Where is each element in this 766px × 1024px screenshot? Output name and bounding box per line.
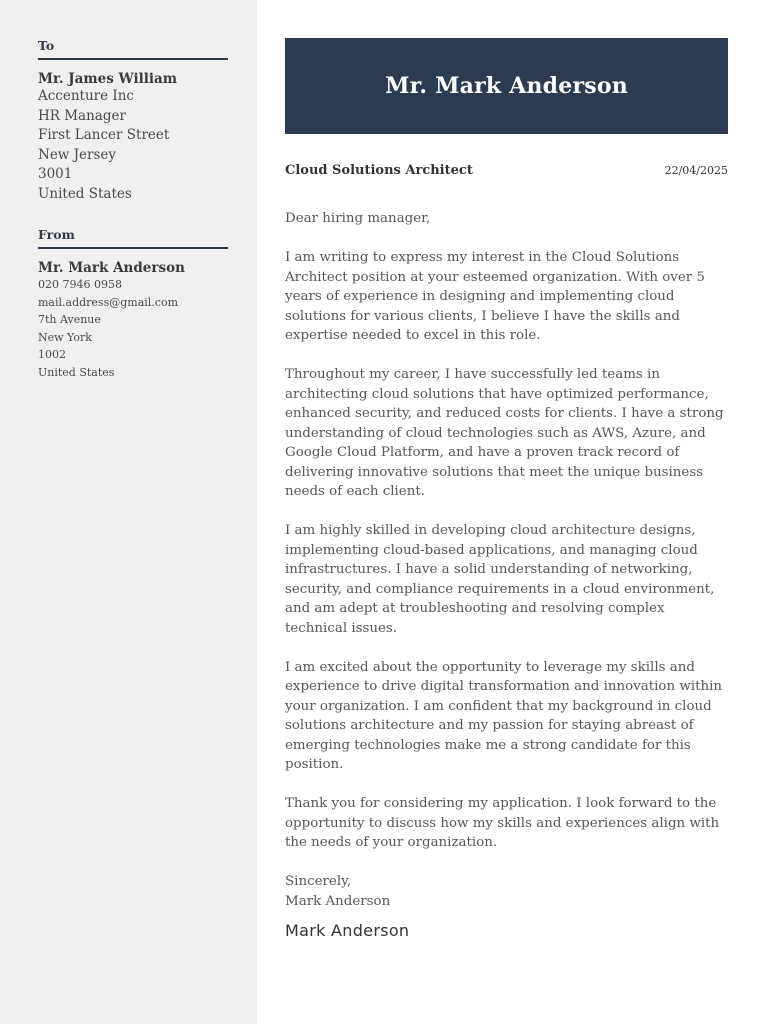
job-line: [285, 163, 728, 178]
sender-street: 7th Avenue: [38, 313, 101, 326]
recipient-state: New Jersey: [38, 146, 117, 163]
recipient-name: Mr. James William: [38, 71, 177, 87]
sender-name: Mr. Mark Anderson: [38, 260, 185, 276]
sender-email: mail.address@gmail.com: [38, 295, 178, 309]
sender-city: New York: [38, 330, 92, 344]
sender-contact: [38, 276, 228, 381]
recipient-position: HR Manager: [38, 107, 126, 124]
closing: Sincerely,: [285, 874, 352, 889]
closing-name: Mark Anderson: [285, 893, 391, 909]
name-banner: [285, 38, 728, 134]
letter-paragraph: I am highly skilled in developing cloud architecture designs, implementing cloud-based applications, and managing cloud infrastructures. I have a solid understanding of networking, security, and compliance requirements in a cloud environment, and am adept at troubleshooting and resolving complex technical issues.: [285, 523, 715, 636]
recipient-address: [38, 87, 228, 205]
sender-heading: From: [38, 227, 228, 249]
signature: Mark Anderson: [285, 921, 410, 940]
letter-paragraph: I am writing to express my interest in the Cloud Solutions Architect position at your esteemed organization. With over 5 years of experience in designing and implementing cloud solutions for various clients, I believe I have the skills and expertise needed to excel in this role.: [285, 250, 705, 343]
letter-date: 22/04/2025: [664, 164, 728, 177]
recipient-zip: 3001: [38, 166, 73, 183]
sidebar: [0, 0, 257, 1024]
banner-name: Mr. Mark Anderson: [385, 73, 628, 99]
recipient-country: United States: [38, 185, 132, 202]
letter-paragraph: Throughout my career, I have successfully led teams in architecting cloud solutions that have optimized performance, enhanced security, and reduced costs for clients. I have a strong understanding of cloud technologies such as AWS, Azure, and Google Cloud Platform, and have a proven track record of delivering innovative solutions that meet the unique business needs of each client.: [285, 367, 724, 499]
recipient-block: [38, 38, 228, 205]
recipient-heading: To: [38, 38, 228, 60]
salutation: Dear hiring manager,: [285, 211, 431, 226]
sender-phone: 020 7946 0958: [38, 278, 122, 291]
job-title: Cloud Solutions Architect: [285, 163, 473, 178]
letter-body: [285, 209, 728, 941]
letter-paragraph: I am excited about the opportunity to leverage my skills and experience to drive digital transformation and innovation within your organization. I am confident that my background in cloud solutions architecture and my passion for staying abreast of emerging technologies make me a strong candidate for this position.: [285, 659, 723, 772]
sender-block: [38, 227, 228, 381]
sender-zip: 1002: [38, 348, 66, 361]
letter-paragraph: Thank you for considering my application. I look forward to the opportunity to discuss how my skills and experiences align with the needs of your organization.: [285, 796, 720, 850]
recipient-street: First Lancer Street: [38, 127, 170, 144]
recipient-company: Accenture Inc: [38, 88, 134, 104]
sender-country: United States: [38, 365, 115, 379]
